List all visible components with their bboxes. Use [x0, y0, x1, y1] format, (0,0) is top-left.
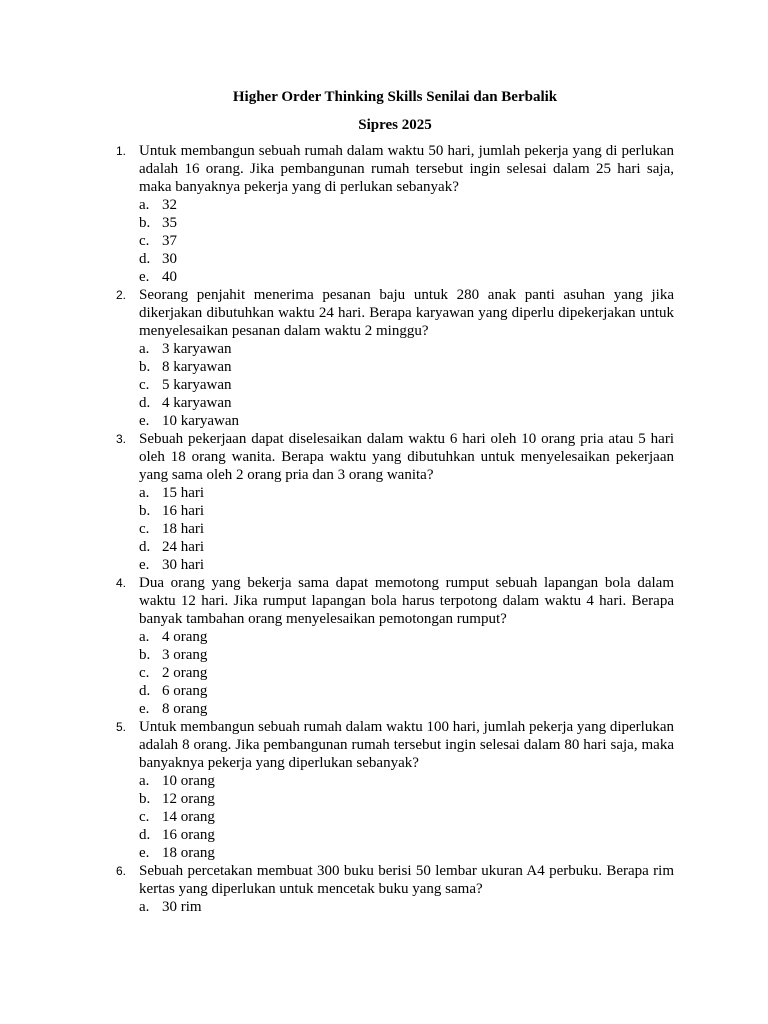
answer-option: [0, 232, 768, 250]
answer-option: [0, 844, 768, 862]
answer-option: [0, 628, 768, 646]
option-text: 18 orang: [162, 845, 215, 861]
answer-option: [0, 502, 768, 520]
question-item: [0, 286, 768, 430]
option-letter: d.: [139, 251, 151, 267]
option-letter: e.: [139, 557, 150, 573]
answer-option: [0, 394, 768, 412]
answer-options: [0, 898, 768, 916]
option-letter: b.: [139, 359, 151, 375]
answer-option: [0, 772, 768, 790]
option-letter: a.: [139, 485, 150, 501]
question-list: [0, 142, 768, 916]
option-letter: a.: [139, 773, 150, 789]
option-letter: d.: [139, 827, 151, 843]
question-item: [0, 574, 768, 718]
question-text: Untuk membangun sebuah rumah dalam waktu 50 hari, jumlah pekerja yang di perlukan adalah 16 orang. Jika pembangunan rumah tersebut ingin selesai dalam 25 hari saja, maka banyaknya pekerja yang di perlukan sebanyak?: [139, 143, 674, 195]
option-letter: b.: [139, 647, 151, 663]
option-letter: e.: [139, 845, 150, 861]
option-text: 35: [162, 215, 177, 231]
document-title: Higher Order Thinking Skills Senilai dan Berbalik: [232, 89, 558, 105]
option-text: 18 hari: [162, 521, 205, 537]
answer-option: [0, 196, 768, 214]
answer-options: [0, 772, 768, 862]
answer-option: [0, 682, 768, 700]
option-letter: d.: [139, 395, 151, 411]
option-text: 16 orang: [162, 827, 215, 843]
answer-option: [0, 664, 768, 682]
question-number: 3.: [116, 432, 127, 446]
option-text: 15 hari: [162, 485, 205, 501]
question-item: [0, 718, 768, 862]
answer-option: [0, 250, 768, 268]
option-text: 30 hari: [162, 557, 205, 573]
answer-option: [0, 808, 768, 826]
option-text: 8 orang: [162, 701, 208, 717]
option-text: 3 orang: [162, 647, 208, 663]
answer-option: [0, 790, 768, 808]
question-item: [0, 862, 768, 916]
document-subtitle: Sipres 2025: [358, 117, 432, 133]
question-number: 5.: [116, 720, 127, 734]
option-letter: c.: [139, 377, 150, 393]
answer-options: [0, 628, 768, 718]
option-text: 40: [162, 269, 177, 285]
option-text: 10 orang: [162, 773, 215, 789]
option-text: 32: [162, 197, 177, 213]
answer-option: [0, 520, 768, 538]
question-text: Untuk membangun sebuah rumah dalam waktu 100 hari, jumlah pekerja yang diperlukan adalah 8 orang. Jika pembangunan rumah tersebut ingin selesai dalam 80 hari saja, maka banyaknya pekerja yang diperlukan sebanyak?: [139, 719, 674, 771]
question-text: Dua orang yang bekerja sama dapat memotong rumput sebuah lapangan bola dalam waktu 12 hari. Jika rumput lapangan bola harus terpotong dalam waktu 4 hari. Berapa banyak tambahan orang menyelesaikan pemotongan rumput?: [139, 575, 674, 627]
option-text: 6 orang: [162, 683, 208, 699]
option-letter: a.: [139, 197, 150, 213]
question-number: 6.: [116, 864, 127, 878]
answer-option: [0, 646, 768, 664]
answer-option: [0, 340, 768, 358]
option-text: 3 karyawan: [162, 341, 232, 357]
option-text: 14 orang: [162, 809, 215, 825]
option-letter: d.: [139, 683, 151, 699]
answer-options: [0, 340, 768, 430]
option-text: 10 karyawan: [162, 413, 240, 429]
answer-option: [0, 484, 768, 502]
answer-option: [0, 358, 768, 376]
answer-options: [0, 484, 768, 574]
question-item: [0, 430, 768, 574]
answer-options: [0, 196, 768, 286]
option-text: 30: [162, 251, 177, 267]
option-letter: b.: [139, 791, 151, 807]
option-letter: b.: [139, 503, 151, 519]
option-text: 24 hari: [162, 539, 205, 555]
option-letter: e.: [139, 269, 150, 285]
option-text: 16 hari: [162, 503, 205, 519]
question-number: 2.: [116, 288, 127, 302]
option-text: 8 karyawan: [162, 359, 232, 375]
answer-option: [0, 214, 768, 232]
option-letter: d.: [139, 539, 151, 555]
question-text: Sebuah pekerjaan dapat diselesaikan dalam waktu 6 hari oleh 10 orang pria atau 5 hari oleh 18 orang wanita. Berapa waktu yang dibutuhkan untuk menyelesaikan pekerjaan yang sama oleh 2 orang pria dan 3 orang wanita?: [139, 431, 674, 483]
answer-option: [0, 412, 768, 430]
question-text: Seorang penjahit menerima pesanan baju untuk 280 anak panti asuhan yang jika dikerjakan dibutuhkan waktu 24 hari. Berapa karyawan yang diperlu dipekerjakan untuk menyelesaikan pesanan dalam waktu 2 minggu?: [139, 287, 674, 339]
option-letter: a.: [139, 899, 150, 915]
question-number: 4.: [116, 576, 127, 590]
answer-option: [0, 898, 768, 916]
question-text: Sebuah percetakan membuat 300 buku berisi 50 lembar ukuran A4 perbuku. Berapa rim kertas yang diperlukan untuk mencetak buku yang sama?: [139, 863, 674, 897]
option-letter: c.: [139, 233, 150, 249]
question-number: 1.: [116, 144, 127, 158]
option-text: 37: [162, 233, 177, 249]
option-letter: a.: [139, 629, 150, 645]
answer-option: [0, 700, 768, 718]
answer-option: [0, 556, 768, 574]
option-letter: c.: [139, 521, 150, 537]
option-text: 12 orang: [162, 791, 215, 807]
option-text: 4 karyawan: [162, 395, 232, 411]
option-text: 30 rim: [162, 899, 202, 915]
question-item: [0, 142, 768, 286]
option-text: 5 karyawan: [162, 377, 232, 393]
option-letter: e.: [139, 701, 150, 717]
option-letter: c.: [139, 665, 150, 681]
option-letter: c.: [139, 809, 150, 825]
answer-option: [0, 268, 768, 286]
answer-option: [0, 826, 768, 844]
option-text: 2 orang: [162, 665, 208, 681]
option-letter: e.: [139, 413, 150, 429]
option-text: 4 orang: [162, 629, 208, 645]
option-letter: b.: [139, 215, 151, 231]
option-letter: a.: [139, 341, 150, 357]
answer-option: [0, 538, 768, 556]
answer-option: [0, 376, 768, 394]
